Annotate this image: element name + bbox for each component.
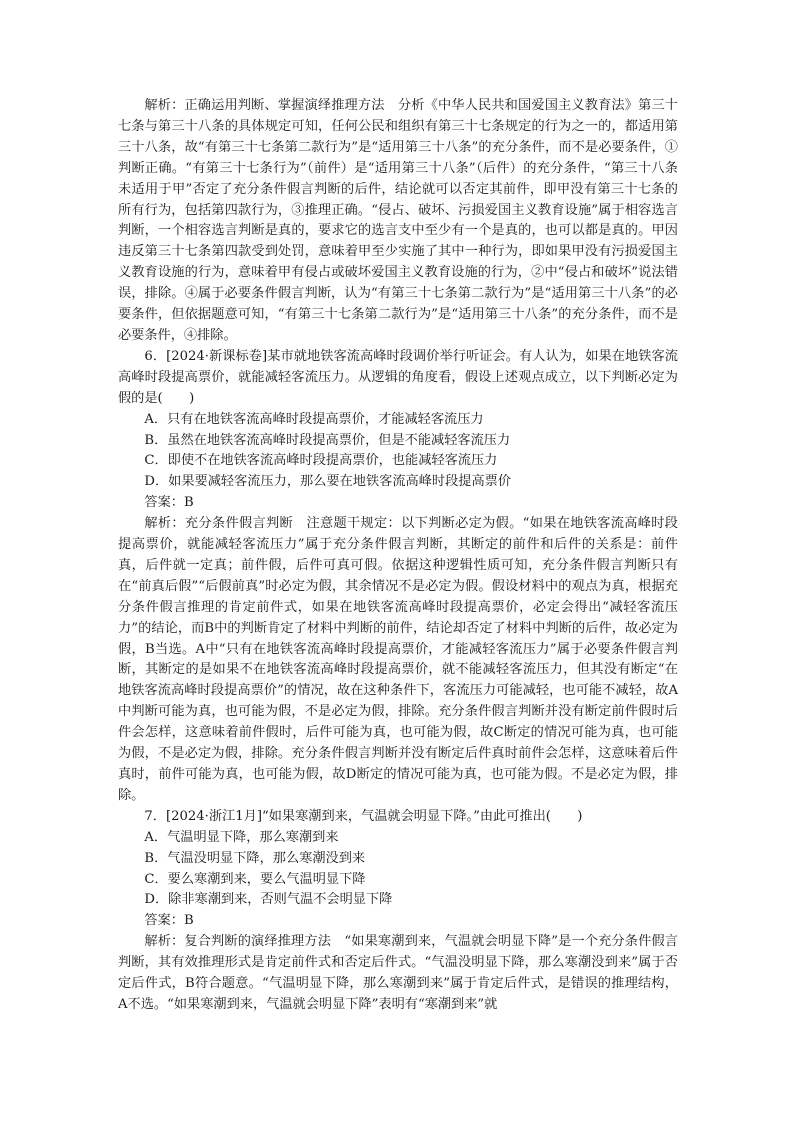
q6-option-c: C．即使不在地铁客流高峰时段提高票价，也能减轻客流压力 xyxy=(144,453,498,469)
q5-explanation: 解析：正确运用判断、掌握演绎推理方法 分析《中华人民共和国爱国主义教育法》第三十七条与第三十八条的具体规定可知，任何公民和组织有第三十七条规定的行为之一的，都适用第三十八条，故“有第三十七条第二款行为”是“适用第三十八条”的充分条件，而不是必要条件，①判断正确。“有第三十七条行为”（前件）是“适用第三十八条”（后件）的充分条件，“第三十八条未适用于甲”否定了充分条件假言判断的后件，结论就可以否定其前件，即甲没有第三十七条的所有行为，包括第四款行为，③推理正确。“侵占、破坏、污损爱国主义教育设施”属于相容选言判断，一个相容选言判断是真的，要求它的选言支中至少有一个是真的，也可以都是真的。甲因违反第三十七条第四款受到处罚，意味着甲至少实施了其中一种行为，即如果甲没有污损爱国主义教育设施的行为，意味着甲有侵占或破坏爱国主义教育设施的行为，②中“侵占和破坏”说法错误，排除。④属于必要条件假言判断，认为“有第三十七条第二款行为”是“适用第三十八条”的必要条件，但依据题意可知，“有第三十七条第二款行为”是“适用第三十八条”的充分条件，而不是必要条件，④排除。 xyxy=(118,98,678,343)
q7-explanation: 解析：复合判断的演绎推理方法 “如果寒潮到来，气温就会明显下降”是一个充分条件假言判断，其有效推理形式是肯定前件式和否定后件式。“气温没明显下降，那么寒潮没到来”属于否定后件式，B符合题意。“气温明显下降，那么寒潮到来”属于肯定后件式，是错误的推理结构，A不选。“如果寒潮到来，气温就会明显下降”表明有“寒潮到来”就 xyxy=(118,934,678,1012)
q6-option-d: D．如果要减轻客流压力，那么要在地铁客流高峰时段提高票价 xyxy=(144,474,512,490)
q7-stem: 7．[2024·浙江1月]“如果寒潮到来，气温就会明显下降。”由此可推出( ) xyxy=(144,808,583,824)
document-page xyxy=(118,96,678,1016)
q7-option-d: D．除非寒潮到来，否则气温不会明显下降 xyxy=(144,892,393,908)
q7-option-c: C．要么寒潮到来，要么气温明显下降 xyxy=(144,871,366,887)
q6-stem: 6．[2024·新课标卷]某市就地铁客流高峰时段调价举行听证会。有人认为，如果在地铁客流高峰时段提高票价，就能减轻客流压力。从逻辑的角度看，假设上述观点成立，以下判断必定为假的是( ) xyxy=(118,348,678,406)
q6-option-a: A．只有在地铁客流高峰时段提高票价，才能减轻客流压力 xyxy=(144,411,484,427)
q7-option-a: A．气温明显下降，那么寒潮到来 xyxy=(144,829,339,845)
q7-answer: 答案：B xyxy=(144,913,194,929)
q6-explanation: 解析：充分条件假言判断 注意题干规定：以下判断必定为假。“如果在地铁客流高峰时段提高票价，就能减轻客流压力”属于充分条件假言判断，其断定的前件和后件的关系是：前件真，后件就一定真；前件假，后件可真可假。依据这种逻辑性质可知，充分条件假言判断只有在“前真后假”“后假前真”时必定为假，其余情况不是必定为假。假设材料中的观点为真，根据充分条件假言推理的肯定前件式，如果在地铁客流高峰时段提高票价，必定会得出“减轻客流压力”的结论，而B中的判断肯定了材料中判断的前件，结论却否定了材料中判断的后件，故必定为假，B当选。A中“只有在地铁客流高峰时段提高票价，才能减轻客流压力”属于必要条件假言判断，其断定的是如果不在地铁客流高峰时段提高票价，就不能减轻客流压力，但其没有断定“在地铁客流高峰时段提高票价”的情况，故在这种条件下，客流压力可能减轻，也可能不减轻，故A中判断可能为真，也可能为假，不是必定为假，排除。充分条件假言判断并没有断定前件假时后件会怎样，这意味着前件假时，后件可能为真，也可能为假，故C断定的情况可能为真，也可能为假，不是必定为假，排除。充分条件假言判断并没有断定后件真时前件会怎样，这意味着后件真时，前件可能为真，也可能为假，故D断定的情况可能为真，也可能为假。不是必定为假，排除。 xyxy=(118,516,678,803)
q6-option-b: B．虽然在地铁客流高峰时段提高票价，但是不能减轻客流压力 xyxy=(144,432,511,448)
q7-option-b: B．气温没明显下降，那么寒潮没到来 xyxy=(144,850,366,866)
q6-answer: 答案：B xyxy=(144,495,194,511)
